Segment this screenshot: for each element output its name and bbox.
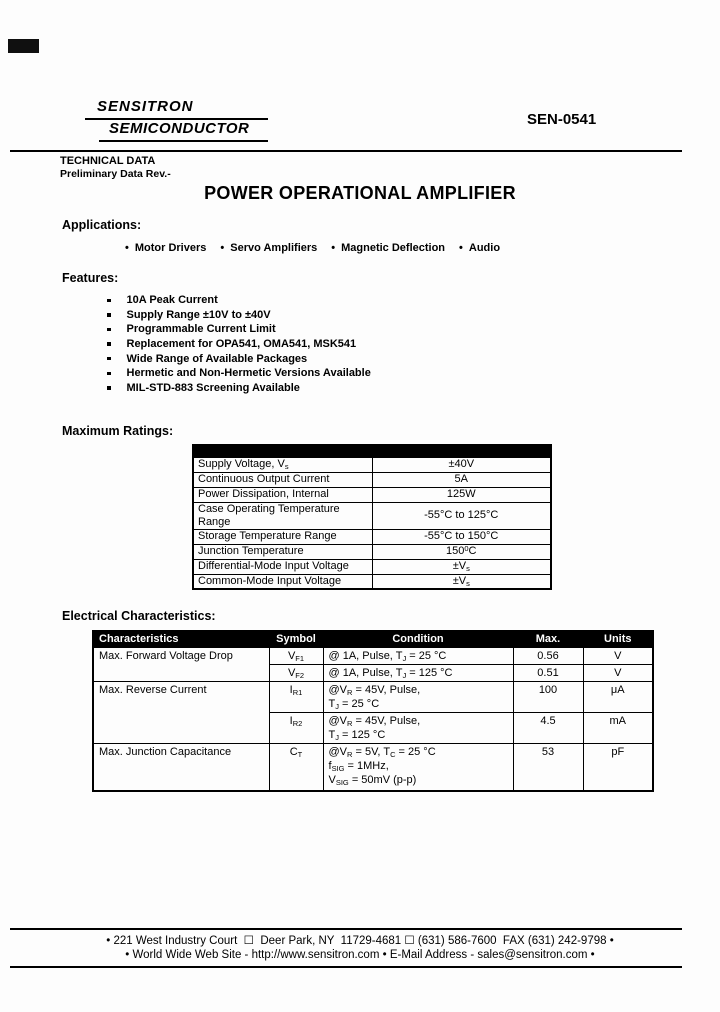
table-row [193,457,551,472]
brand-type-text: SEMICONDUCTOR [109,120,250,137]
rating-label: Common-Mode Input Voltage [193,574,372,589]
application-item-label: Servo Amplifiers [230,242,318,254]
feature-item-label: Replacement for OPA541, OMA541, MSK541 [126,338,357,351]
max-value-cell: 0.56 [513,648,583,665]
feature-item [107,351,371,366]
table-row [93,744,653,791]
brand-name [85,98,268,120]
features-list [107,293,371,395]
rating-value: 125W [372,487,551,502]
feature-item [107,293,371,308]
page-title: POWER OPERATIONAL AMPLIFIER [204,183,516,203]
applications-list [125,242,500,254]
feature-item [107,381,371,396]
units-cell: μA [583,682,653,713]
part-number: SEN-0541 [527,111,597,128]
bullet-icon: • [220,242,225,254]
rating-label: Differential-Mode Input Voltage [193,559,372,574]
column-header-units: Units [583,631,653,648]
units-cell: pF [583,744,653,791]
application-item [220,242,317,254]
rating-label: Storage Temperature Range [193,529,372,544]
brand-type [99,120,268,142]
units-cell: mA [583,713,653,744]
characteristic-cell: Max. Forward Voltage Drop [93,648,269,682]
symbol-cell: $V_{F1}$ [269,648,323,665]
feature-item-label: 10A Peak Current [126,294,218,307]
condition-cell: @ 1A, Pulse, $T_J = 25$ °C [323,648,513,665]
table-header-row [93,631,653,648]
characteristic-cell: Max. Junction Capacitance [93,744,269,791]
table-row [193,529,551,544]
feature-item [107,337,371,352]
table-row [193,487,551,502]
bullet-icon: • [459,242,463,254]
header-divider [10,150,682,152]
application-item [331,242,445,254]
condition-cell: $@V_R = 45V$, Pulse, $T_J = 25$ °C [323,682,513,713]
max-value-cell: 4.5 [513,713,583,744]
column-header-characteristics: Characteristics [93,631,269,648]
units-cell: V [583,648,653,665]
applications-heading: Applications: [62,218,142,232]
symbol-cell: $V_{F2}$ [269,665,323,682]
application-item [125,242,206,254]
maximum-ratings-heading: Maximum Ratings: [62,424,174,438]
rating-value: $\pm V_s$ [372,574,551,589]
feature-item-label: Wide Range of Available Packages [126,352,308,365]
rating-value: -55°C to 125°C [372,502,551,529]
symbol-cell: $I_{R1}$ [269,682,323,713]
column-header-condition: Condition [323,631,513,648]
table-row [193,559,551,574]
feature-item-label: Hermetic and Non-Hermetic Versions Available [126,367,371,380]
condition-cell: $@V_R = 5V$, $T_C = 25$ °C $f_{SIG} = 1MHz$, $V_{SIG} = 50mV$ (p-p) [323,744,513,791]
feature-item-label: Programmable Current Limit [126,323,276,336]
scan-artifact [8,39,39,53]
features-heading: Features: [62,271,119,285]
maximum-ratings-table [192,444,552,590]
brand-name-text: SENSITRON [97,98,194,115]
square-bullet-icon [107,328,111,332]
rating-label: Case Operating Temperature Range [193,502,372,529]
rating-label: Continuous Output Current [193,472,372,487]
max-value-cell: 53 [513,744,583,791]
technical-data-label: TECHNICAL DATA [60,155,156,167]
footer-bottom-divider [10,966,682,968]
units-cell: V [583,665,653,682]
table-row [193,574,551,589]
max-value-cell: 100 [513,682,583,713]
square-bullet-icon [107,386,111,390]
square-bullet-icon [107,357,111,361]
rating-label: Supply Voltage, $V_s$ [193,457,372,472]
characteristic-cell: Max. Reverse Current [93,682,269,744]
feature-item [107,322,371,337]
feature-item-label: Supply Range ±10V to ±40V [126,308,271,321]
application-item-label: Audio [468,242,501,254]
condition-cell: @ 1A, Pulse, $T_J = 125$ °C [323,665,513,682]
column-header-max: Max. [513,631,583,648]
application-item-label: Motor Drivers [134,242,207,254]
table-row [193,502,551,529]
rating-value: -55°C to 150°C [372,529,551,544]
feature-item [107,308,371,323]
square-bullet-icon [107,342,111,346]
square-bullet-icon [107,313,111,317]
column-header-symbol: Symbol [269,631,323,648]
rating-value: 5A [372,472,551,487]
feature-item [107,366,371,381]
rating-label: Junction Temperature [193,544,372,559]
square-bullet-icon [107,299,111,303]
feature-item-label: MIL-STD-883 Screening Available [126,381,300,394]
bullet-icon: • [331,242,336,254]
electrical-characteristics-heading: Electrical Characteristics: [62,609,216,623]
symbol-cell: $C_T$ [269,744,323,791]
ratings-header-bar [193,445,551,457]
ratings-header-row [193,445,551,457]
electrical-characteristics-table [92,630,654,792]
square-bullet-icon [107,372,111,376]
footer-address-line: • 221 West Industry Court ☐ Deer Park, NY 11729-4681 ☐ (631) 586-7600 FAX (631) 242-9798 • [106,935,614,947]
rating-label: Power Dissipation, Internal [193,487,372,502]
table-row [193,472,551,487]
bullet-icon: • [125,242,129,254]
application-item [459,242,500,254]
condition-cell: $@V_R = 45V$, Pulse, $T_J = 125$ °C [323,713,513,744]
max-value-cell: 0.51 [513,665,583,682]
table-row [193,544,551,559]
rating-value: ±40V [372,457,551,472]
rating-value: $150^0C$ [372,544,551,559]
rating-value: $\pm V_s$ [372,559,551,574]
footer-web-email-line: • World Wide Web Site - http://www.sensitron.com • E-Mail Address - sales@sensitron.com • [125,949,595,961]
footer-top-divider [10,928,682,930]
preliminary-revision-label: Preliminary Data Rev.- [60,168,171,180]
symbol-cell: $I_{R2}$ [269,713,323,744]
table-row [93,648,653,665]
application-item-label: Magnetic Deflection [341,242,446,254]
table-row [93,682,653,713]
